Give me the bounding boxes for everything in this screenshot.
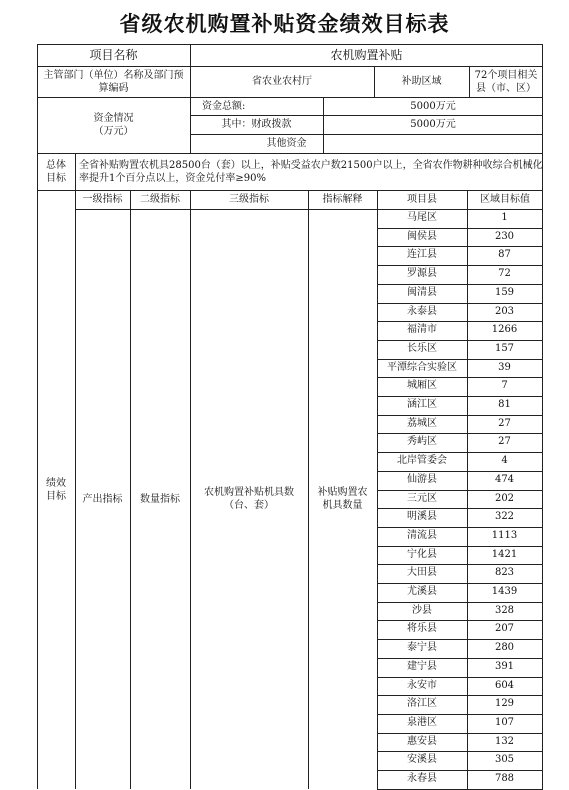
county-name: 永安市 xyxy=(407,679,437,691)
table-row xyxy=(377,377,542,396)
county-name: 罗源县 xyxy=(407,268,437,280)
other-value xyxy=(323,134,543,153)
county-name: 惠安县 xyxy=(407,735,437,747)
target-value: 129 xyxy=(494,698,515,710)
level3-value: 农机购置补贴机具数（台、套） xyxy=(204,487,294,511)
col-level2-header: 二级指标 xyxy=(140,194,180,205)
table-row xyxy=(377,714,542,733)
project-name-label: 项目名称 xyxy=(89,47,138,62)
target-value: 230 xyxy=(494,230,515,242)
target-value: 1439 xyxy=(491,586,518,597)
target-value: 788 xyxy=(494,773,515,784)
county-name: 荔城区 xyxy=(407,417,437,429)
col-target-header: 区域目标值 xyxy=(480,194,530,205)
perf-label: 绩效目标 xyxy=(46,477,66,502)
county-name: 福清市 xyxy=(407,324,437,336)
target-value: 1 xyxy=(501,212,508,223)
dept-label: 主管部门（单位）名称及部门预算编码 xyxy=(43,69,184,94)
table-row xyxy=(377,284,542,303)
target-value: 87 xyxy=(498,249,511,261)
region-label: 补助区域 xyxy=(401,76,442,87)
table-row xyxy=(377,639,542,658)
explain-value: 补贴购置农机具数量 xyxy=(317,487,368,511)
target-value: 81 xyxy=(498,399,511,410)
county-name: 安溪县 xyxy=(407,754,437,766)
goal-text: 全省补贴购置农机具28500台（套）以上，补贴受益农户数21500户以上，全省农作物耕种收综合机械化率提升1个百分点以上，资金兑付率≥90% xyxy=(79,159,543,184)
county-name: 清流县 xyxy=(407,529,437,541)
goal-label: 总体目标 xyxy=(46,159,66,184)
county-name: 泉港区 xyxy=(407,716,437,728)
table-row xyxy=(377,770,542,789)
col-level1-header: 一级指标 xyxy=(82,194,123,205)
target-value: 207 xyxy=(494,623,515,635)
target-value: 823 xyxy=(494,567,515,579)
table-row xyxy=(377,433,542,452)
col-explain-header: 指标解释 xyxy=(322,194,363,205)
target-value: 132 xyxy=(494,735,515,747)
target-value: 203 xyxy=(494,305,515,317)
total-value: 5000万元 xyxy=(410,100,456,112)
target-value: 305 xyxy=(494,754,515,766)
target-value: 280 xyxy=(494,642,515,654)
county-name: 秀屿区 xyxy=(407,436,437,448)
table-row xyxy=(377,303,542,322)
table-row xyxy=(377,527,542,546)
county-name: 闽侯县 xyxy=(407,230,437,242)
table-row xyxy=(377,583,542,602)
fiscal-value: 5000万元 xyxy=(410,119,456,130)
county-name: 尤溪县 xyxy=(407,586,437,597)
county-name: 永泰县 xyxy=(407,305,437,317)
other-label: 其他资金 xyxy=(266,138,307,149)
total-label: 资金总额: xyxy=(202,100,246,112)
table-row xyxy=(377,508,542,527)
county-name: 涵江区 xyxy=(407,399,437,410)
county-name: 洛江区 xyxy=(407,698,437,710)
document-title: 省级农机购置补贴资金绩效目标表 xyxy=(119,11,450,36)
table-row xyxy=(377,246,542,265)
county-name: 将乐县 xyxy=(407,623,437,635)
table-row xyxy=(377,620,542,639)
target-value: 1266 xyxy=(491,324,518,336)
target-value: 604 xyxy=(494,679,515,691)
county-name: 仙游县 xyxy=(407,473,437,485)
county-name: 马尾区 xyxy=(407,212,437,223)
county-name: 明溪县 xyxy=(407,511,437,523)
target-value: 7 xyxy=(501,380,508,392)
county-name: 大田县 xyxy=(407,567,437,579)
table-row xyxy=(377,452,542,471)
table-row xyxy=(377,265,542,284)
county-name: 闽清县 xyxy=(407,286,437,298)
county-name: 沙县 xyxy=(412,604,432,616)
target-value: 107 xyxy=(494,716,515,728)
funds-label: 资金情况 （万元） xyxy=(93,113,134,137)
target-value: 1421 xyxy=(491,548,518,560)
county-name: 建宁县 xyxy=(407,660,437,672)
table-row xyxy=(377,490,542,509)
county-name: 城厢区 xyxy=(407,380,437,392)
county-name: 泰宁县 xyxy=(407,642,437,654)
project-name-value: 农机购置补贴 xyxy=(330,47,403,62)
col-item-header: 项目县 xyxy=(407,194,437,205)
region-value: 72个项目相关县（市、区） xyxy=(474,69,538,94)
table-row xyxy=(377,751,542,770)
target-value: 159 xyxy=(494,286,515,298)
table-row xyxy=(377,340,542,359)
table-row xyxy=(377,546,542,565)
table-row xyxy=(377,602,542,621)
fiscal-label: 其中：财政拨款 xyxy=(221,119,292,130)
county-name: 三元区 xyxy=(407,492,437,504)
target-value: 202 xyxy=(494,492,515,504)
target-value: 27 xyxy=(498,417,511,429)
county-name: 连江县 xyxy=(407,249,437,261)
table-row xyxy=(377,658,542,677)
target-value: 474 xyxy=(494,473,515,485)
table-row xyxy=(377,396,542,415)
table-row xyxy=(377,733,542,752)
table-row xyxy=(377,471,542,490)
county-name: 北岸管委会 xyxy=(397,455,447,467)
table-row xyxy=(377,695,542,714)
table-row xyxy=(377,564,542,583)
table-row xyxy=(377,209,542,228)
county-name: 永春县 xyxy=(407,773,437,784)
table-row xyxy=(377,228,542,247)
target-value: 322 xyxy=(494,511,515,523)
target-value: 1113 xyxy=(491,529,518,541)
target-value: 27 xyxy=(498,436,511,448)
county-name: 长乐区 xyxy=(407,342,437,354)
level1-value: 产出指标 xyxy=(82,493,123,505)
table-row xyxy=(377,359,542,378)
target-value: 4 xyxy=(501,455,508,467)
target-value: 391 xyxy=(494,660,515,672)
table-row xyxy=(377,321,542,340)
col-level3-header: 三级指标 xyxy=(229,194,269,205)
target-value: 328 xyxy=(494,604,515,616)
county-name: 宁化县 xyxy=(407,548,437,560)
target-value: 157 xyxy=(494,342,515,354)
table-row xyxy=(377,415,542,434)
table-row xyxy=(377,677,542,696)
target-value: 72 xyxy=(498,268,511,280)
dept-value: 省农业农村厅 xyxy=(252,76,312,87)
target-value: 39 xyxy=(498,361,511,373)
level2-value: 数量指标 xyxy=(140,493,180,505)
county-name: 平潭综合实验区 xyxy=(387,361,457,373)
